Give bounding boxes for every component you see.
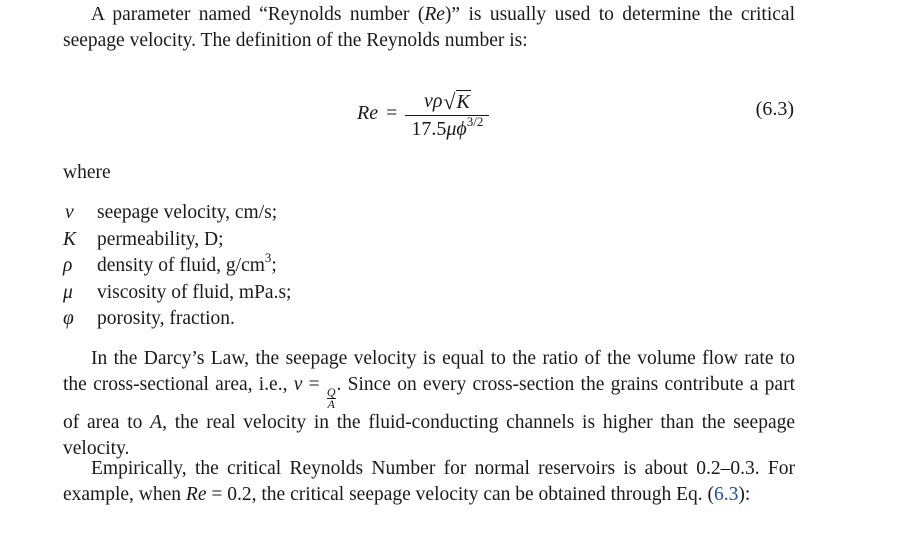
denominator-exponent: 3/2 bbox=[466, 113, 484, 129]
equation-body bbox=[357, 78, 489, 148]
equation-lhs: Re bbox=[357, 101, 379, 124]
symbol-rho-description bbox=[97, 250, 277, 279]
square-root bbox=[443, 90, 470, 113]
inline-fraction-q-over-a bbox=[327, 387, 336, 410]
symbol-phi: φ bbox=[63, 308, 74, 329]
critical-text-end: ): bbox=[738, 484, 751, 505]
symbol-mu: μ bbox=[63, 281, 73, 303]
denominator-phi: ϕ bbox=[456, 117, 467, 140]
radical-sign: √ bbox=[443, 88, 456, 114]
inline-v: v bbox=[293, 374, 303, 395]
symbol-item-phi bbox=[63, 306, 291, 333]
denominator-mu: μ bbox=[446, 117, 457, 140]
symbol-item-rho bbox=[63, 250, 291, 280]
re-symbol: Re bbox=[424, 4, 445, 25]
equation-number: (6.3) bbox=[755, 98, 794, 120]
radicand-k: K bbox=[456, 90, 470, 113]
darcy-text-middle: . Since on every cross-section the grains contribute a part of area to bbox=[63, 374, 796, 433]
rho-description-exponent: 3 bbox=[264, 250, 272, 265]
rho-description-text: density of fluid, g/cm bbox=[97, 255, 265, 276]
symbol-rho: ρ bbox=[63, 255, 73, 276]
symbol-item-v bbox=[63, 200, 291, 227]
intro-text-end: )” is usually used to determine the critical seepage velocity. The definition of the Reynolds number is: bbox=[63, 4, 795, 51]
symbol-v-description: seepage velocity, cm/s; bbox=[97, 202, 278, 223]
equation-equals: = bbox=[386, 101, 398, 124]
symbol-item-k bbox=[63, 227, 291, 254]
equation-numerator bbox=[418, 90, 477, 115]
darcy-text-end: , the real velocity in the fluid-conducting channels is higher than the seepage velocity. bbox=[63, 412, 796, 459]
paragraph-darcy-law bbox=[63, 346, 795, 462]
intro-text-start: A parameter named “Reynolds number ( bbox=[91, 4, 425, 25]
symbol-k-description: permeability, D; bbox=[97, 228, 224, 250]
symbol-item-mu bbox=[63, 280, 291, 307]
equation-reference-link[interactable]: 6.3 bbox=[714, 484, 739, 505]
area-symbol-a: A bbox=[150, 412, 163, 433]
denominator-constant: 17.5 bbox=[411, 117, 447, 140]
equation-fraction bbox=[405, 90, 489, 141]
equation-6-3 bbox=[0, 78, 900, 148]
symbol-v: v bbox=[65, 202, 74, 223]
inline-q: Q bbox=[326, 385, 336, 399]
critical-re-symbol: Re bbox=[185, 484, 207, 505]
critical-text-middle: = 0.2, the critical seepage velocity can be obtained through Eq. ( bbox=[206, 484, 715, 505]
paragraph-reynolds-intro bbox=[63, 2, 795, 54]
equation-denominator bbox=[405, 113, 489, 141]
inline-equals: = bbox=[302, 374, 326, 395]
symbol-list bbox=[63, 200, 291, 333]
critical-text-start: Empirically, the critical Reynolds Number for normal reservoirs is about 0.2–0.3. For example, when bbox=[63, 458, 795, 505]
symbol-phi-description: porosity, fraction. bbox=[97, 308, 235, 329]
paragraph-critical-reynolds bbox=[63, 456, 795, 508]
rho-description-suffix: ; bbox=[271, 255, 277, 276]
numerator-v-rho: vρ bbox=[423, 89, 443, 112]
symbol-k: K bbox=[63, 228, 77, 250]
where-label: where bbox=[63, 162, 111, 183]
symbol-mu-description: viscosity of fluid, mPa.s; bbox=[97, 281, 292, 303]
darcy-text-start: In the Darcy’s Law, the seepage velocity is equal to the ratio of the volume flow rate to the cross-sectional area, i.e., bbox=[63, 348, 795, 395]
inline-a: A bbox=[327, 397, 335, 411]
